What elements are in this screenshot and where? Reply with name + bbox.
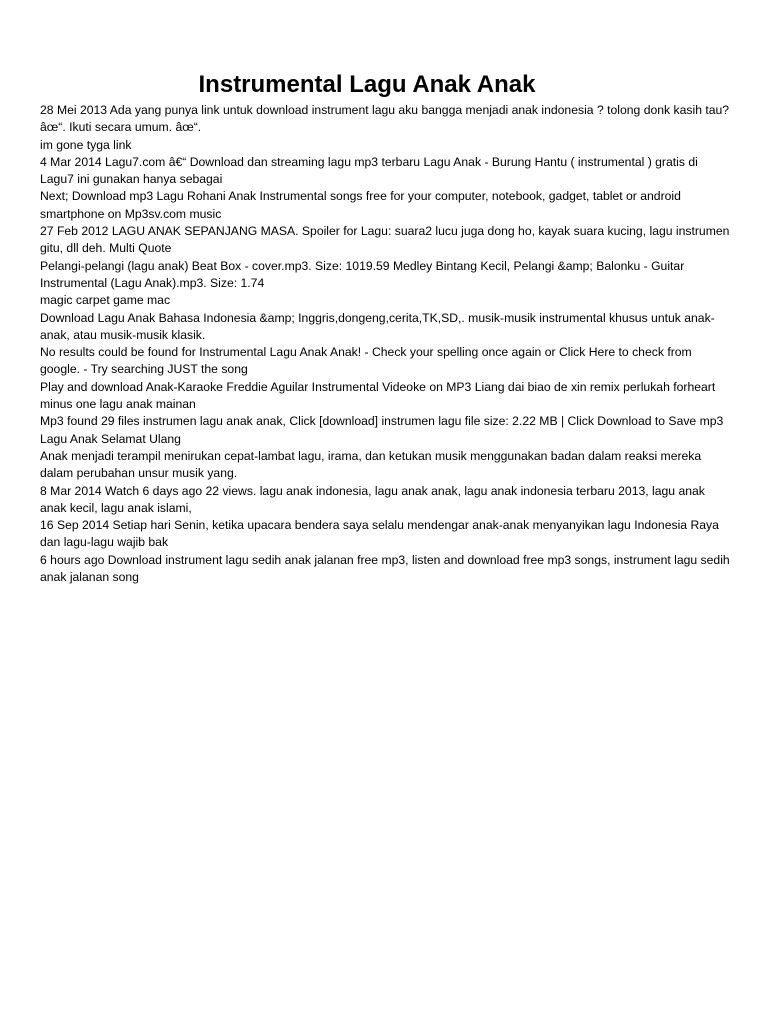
paragraph: Mp3 found 29 files instrumen lagu anak anak, Click [download] instrumen lagu file size: 2.22 MB | Click Download to Save mp3 Lagu Anak Selamat Ulang <box>40 414 724 446</box>
paragraph: 8 Mar 2014 Watch 6 days ago 22 views. lagu anak indonesia, lagu anak anak, lagu anak indonesia terbaru 2013, lagu anak anak kecil, lagu anak islami, <box>40 483 705 515</box>
paragraph: magic carpet game mac <box>40 293 171 308</box>
paragraph: Pelangi-pelangi (lagu anak) Beat Box - cover.mp3. Size: 1019.59 Medley Bintang Kecil, Pelangi &amp; Balonku - Guitar Instrumental (Lagu Anak).mp3. Size: 1.74 <box>40 258 685 290</box>
document-title: Instrumental Lagu Anak Anak <box>198 71 536 98</box>
paragraph: Anak menjadi terampil menirukan cepat-lambat lagu, irama, dan ketukan musik menggunakan badan dalam reaksi mereka dalam perubahan unsur musik yang. <box>40 448 702 481</box>
paragraph: Play and download Anak-Karaoke Freddie Aguilar Instrumental Videoke on MP3 Liang dai biao de xin remix perlukah forheart minus one lagu anak mainan <box>40 379 716 412</box>
paragraph: 16 Sep 2014 Setiap hari Senin, ketika upacara bendera saya selalu mendengar anak-anak menyanyikan lagu Indonesia Raya dan lagu-lagu wajib bak <box>40 518 719 550</box>
paragraph: Download Lagu Anak Bahasa Indonesia &amp; Inggris,dongeng,cerita,TK,SD,. musik-musik instrumental khusus untuk anak-anak, atau musik-musik klasik. <box>40 310 715 342</box>
paragraph: im gone tyga link <box>40 137 132 152</box>
paragraph: Next; Download mp3 Lagu Rohani Anak Instrumental songs free for your computer, notebook, gadget, tablet or android smartphone on Mp3sv.com music <box>40 189 681 221</box>
document-body <box>40 102 730 586</box>
paragraph: 27 Feb 2012 LAGU ANAK SEPANJANG MASA. Spoiler for Lagu: suara2 lucu juga dong ho, kayak suara kucing, lagu instrumen gitu, dll deh. Multi Quote <box>40 224 730 256</box>
paragraph: 4 Mar 2014 Lagu7.com â€“ Download dan streaming lagu mp3 terbaru Lagu Anak - Burung Hantu ( instrumental ) gratis di Lagu7 ini gunakan hanya sebagai <box>40 154 698 187</box>
paragraph: 28 Mei 2013 Ada yang punya link untuk download instrument lagu aku bangga menjadi anak indonesia ? tolong donk kasih tau? âœ“. Ikuti secara umum. âœ“. <box>40 103 730 135</box>
paragraph: 6 hours ago Download instrument lagu sedih anak jalanan free mp3, listen and download free mp3 songs, instrument lagu sedih anak jalanan song <box>40 552 730 585</box>
paragraph: No results could be found for Instrumental Lagu Anak Anak! - Check your spelling once again or Click Here to check from google. - Try searching JUST the song <box>40 345 692 377</box>
